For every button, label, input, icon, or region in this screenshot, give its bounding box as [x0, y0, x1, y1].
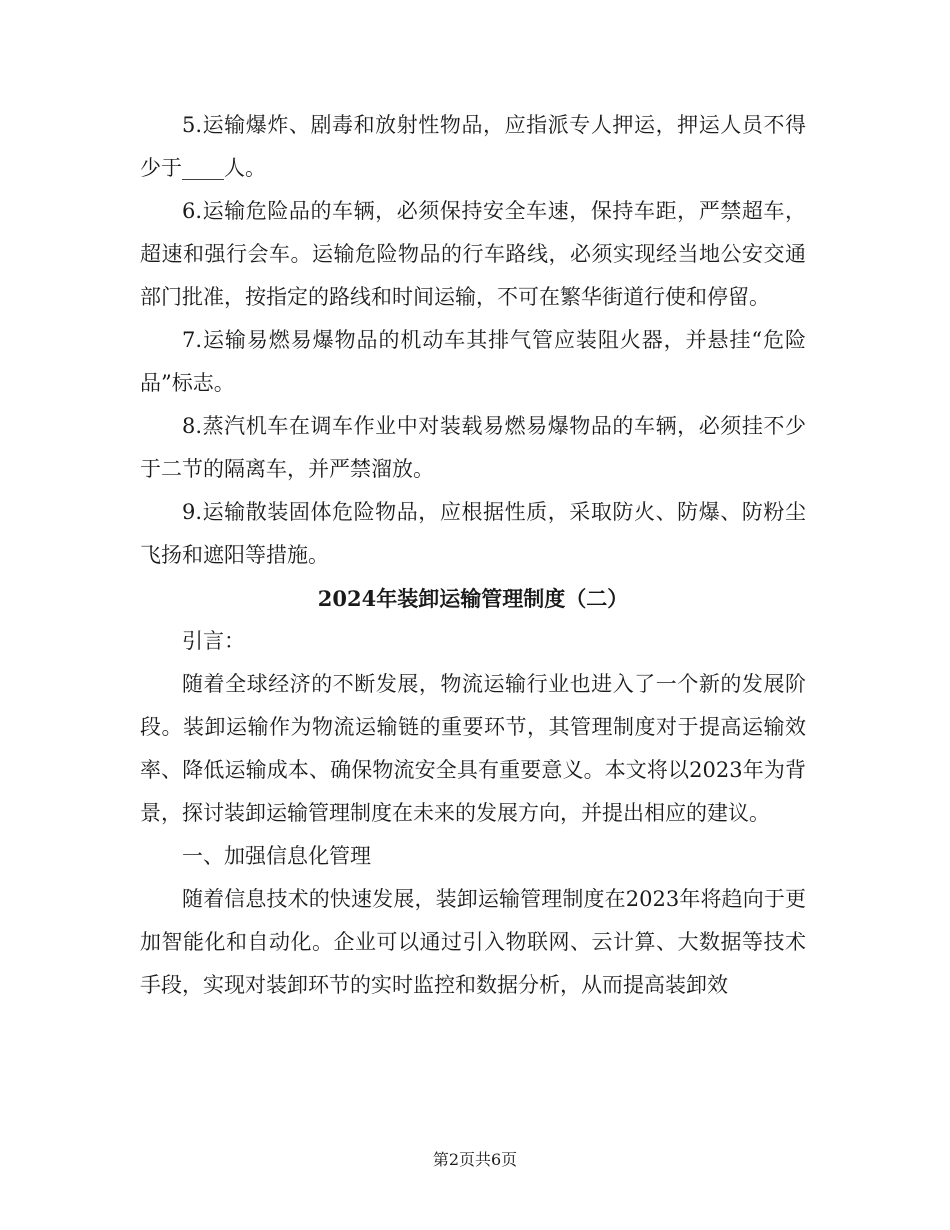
intro-label: 引言： [182, 629, 245, 653]
item-6: 6.运输危险品的车辆，必须保持安全车速，保持车距，严禁超车，超速和强行会车。运输危险物品的行车路线，必须实现经当地公安交通部门批准，按指定的路线和时间运输，不可在繁华街道行使和停留。 [140, 199, 806, 309]
subheading-information-management: 一、加强信息化管理 [182, 844, 371, 868]
item-7: 7.运输易燃易爆物品的机动车其排气管应装阻火器，并悬挂“危险品”标志。 [140, 328, 806, 395]
section-1-paragraph: 随着信息技术的快速发展，装卸运输管理制度在2023年将趋向于更加智能化和自动化。企业可以通过引入物联网、云计算、大数据等技术手段，实现对装卸环节的实时监控和数据分析，从而提高装卸效 [140, 887, 806, 997]
intro-paragraph: 随着全球经济的不断发展，物流运输行业也进入了一个新的发展阶段。装卸运输作为物流运输链的重要环节，其管理制度对于提高运输效率、降低运输成本、确保物流安全具有重要意义。本文将以2023年为背景，探讨装卸运输管理制度在未来的发展方向，并提出相应的建议。 [140, 672, 806, 825]
page-indicator: 第2页共6页 [432, 1150, 518, 1169]
item-5: 5.运输爆炸、剧毒和放射性物品，应指派专人押运，押运人员不得少于____人。 [140, 113, 806, 180]
item-9: 9.运输散装固体危险物品，应根据性质，采取防火、防爆、防粉尘飞扬和遮阳等措施。 [140, 500, 806, 567]
item-8: 8.蒸汽机车在调车作业中对装载易燃易爆物品的车辆，必须挂不少于二节的隔离车，并严禁溜放。 [140, 414, 806, 481]
document-body [140, 104, 806, 1007]
section-title: 2024年装卸运输管理制度（二） [317, 586, 629, 611]
